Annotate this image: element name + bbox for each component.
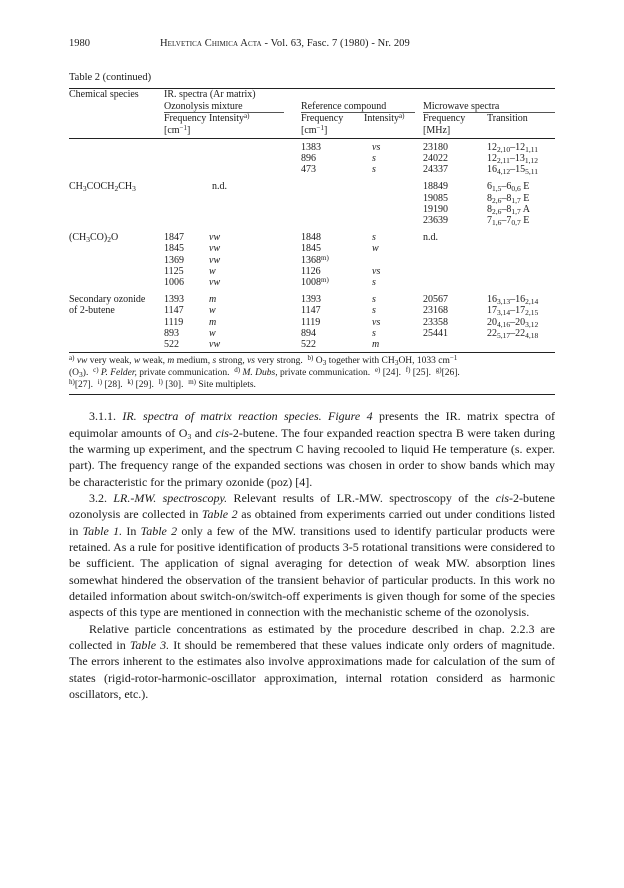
- cell-ref-intensity: [364, 255, 423, 266]
- paragraph-3-2: 3.2. LR.-MW. spectroscopy. Relevant results of LR.-MW. spectroscopy of the cis-2-butene ozonolysis are collected in Table 2 as obtained from experiments carried out under conditions listed in Table 1. In Table 2 only a few of the MW. transitions used to identify particular products were retained. As a rule for positive identification of products 3-5 rotational transitions were considered to be sufficient. The application of signal averaging for detection of weak MW. absorption lines somewhat hindered the observation of the transient behavior of particular products. In this work no detailed information about switch-on/switch-off experiments is given though for some of the species aspects of this type are mentioned in connection with the mechanistic scheme of the ozonolysis.: [69, 490, 556, 620]
- page-number: 1980: [69, 38, 90, 49]
- cell-mix-intensity: vw: [209, 232, 221, 244]
- table-caption: Table 2 (continued): [69, 72, 152, 83]
- paragraph-concentrations: Relative particle concentrations as estimated by the procedure described in chap. 2.2.3 are collected in Table 3. It should be remembered that these values indicate only orders of magnitude. The errors inherent to the estimates also involve approximations made for calculation of the sum of states (rigid-rotor-harmonic-oscillator approximation, internal rotation considerd as harmonic oscillators, etc.).: [69, 621, 556, 702]
- cell-mw-frequency: [423, 266, 487, 277]
- cell-mix-frequency: 1369: [164, 254, 184, 266]
- cell-mix-intensity: m: [209, 294, 217, 306]
- cell-ref-intensity: s: [372, 277, 376, 289]
- cell-mix-intensity: w: [209, 265, 216, 277]
- cell-species: [69, 266, 164, 277]
- cell-ref-intensity: vs: [372, 141, 381, 153]
- cell-ref-frequency: 1119: [301, 316, 321, 328]
- cell-transition: $17_{3,14}-17_{2,15}$: [487, 305, 539, 318]
- cell-mix-frequency: 1119: [164, 316, 184, 328]
- cell-species: [69, 277, 164, 288]
- footnote-line-2: $(O_3)$. $^{c)}$ P. Felder, private communication. $^{d)}$ M. Dubs, private communication. $^{e)}$ [24]. $^{f)}$ [25]. $^{g)}$[26].: [69, 366, 460, 380]
- cell-species: [69, 204, 164, 215]
- cell-transition: $8_{2,6}-8_{1,7}$ E: [487, 192, 530, 205]
- cell-mix-frequency: n.d.: [212, 181, 227, 193]
- cell-species: [69, 328, 164, 339]
- cell-mix-frequency: 1845: [164, 243, 184, 255]
- table-row: [69, 226, 555, 243]
- cell-mix-intensity: w: [209, 327, 216, 339]
- table-row: [69, 215, 555, 226]
- cell-species: of 2-butene: [69, 305, 115, 317]
- header-mix-frequency: Frequency: [164, 113, 207, 125]
- paragraph-3-1-1: 3.1.1. IR. spectra of matrix reaction species. Figure 4 presents the IR. matrix spectra of equimolar amounts of $O_3$ and cis-2-butene. The four expanded reaction spectra B were taken during the warming up experiment, and the spectrum C having recooled to liquid He temperature (s. exper. part). The frequency range of the expanded sections was chosen in order to show bands which may be characteristic for the primary ozonide (poz) [4].: [69, 409, 556, 489]
- cell-ref-frequency: 1845: [301, 243, 321, 255]
- table-row: [69, 164, 555, 175]
- cell-ref-frequency: 896: [301, 153, 316, 165]
- cell-transition: $8_{2,6}-8_{1,7}$ A: [487, 203, 530, 216]
- table-row: [69, 243, 555, 254]
- table-header-row-4: [69, 125, 555, 139]
- header-mix-intensity: Intensity$^{a)}$: [209, 112, 250, 125]
- cell-mix-frequency: [164, 164, 209, 175]
- header-reference-compound: Reference compound: [301, 100, 423, 113]
- cell-ref-intensity: s: [372, 153, 376, 165]
- table-row: [69, 175, 555, 192]
- cell-ref-intensity: vs: [372, 316, 381, 328]
- cell-ref-intensity: [364, 193, 423, 204]
- cell-ref-frequency: 1147: [301, 305, 321, 317]
- cell-mix-intensity: vw: [209, 277, 221, 289]
- cell-ref-frequency: 1383: [301, 141, 321, 153]
- cell-mix-intensity: [209, 204, 301, 215]
- cell-species: Secondary ozonide: [69, 294, 146, 306]
- cell-species: [69, 164, 164, 175]
- cell-species: [69, 138, 164, 153]
- cell-species: $(CH_3CO)_2O$: [69, 232, 119, 245]
- header-ir-spectra: IR. spectra (Ar matrix): [164, 89, 555, 101]
- header-chemical-species: Chemical species: [69, 89, 164, 101]
- table-row: [69, 277, 555, 288]
- cell-mix-frequency: 1006: [164, 277, 184, 289]
- cell-transition: $22_{5,17}-22_{4,18}$: [487, 327, 539, 340]
- cell-ref-intensity: s: [372, 294, 376, 306]
- header-microwave-spectra: Microwave spectra: [423, 100, 555, 113]
- cell-ref-frequency: 522: [301, 339, 364, 353]
- cell-ref-frequency: 894: [301, 327, 316, 339]
- cell-mw-frequency: 24337: [423, 164, 448, 176]
- cell-ref-intensity: [364, 204, 423, 215]
- cell-transition: [487, 266, 555, 277]
- cell-mw-frequency: 19190: [423, 203, 448, 215]
- cell-mix-intensity: [209, 164, 301, 175]
- cell-mix-frequency: [164, 215, 209, 226]
- cell-mw-frequency: 23639: [423, 215, 448, 227]
- table-row: [69, 328, 555, 339]
- cell-mix-intensity: [209, 153, 301, 164]
- cell-species: [69, 153, 164, 164]
- cell-mw-frequency: 19085: [423, 192, 448, 204]
- cell-mix-frequency: 1125: [164, 265, 184, 277]
- table-row: [69, 288, 555, 305]
- cell-species: [69, 193, 164, 204]
- cell-transition: [487, 226, 555, 243]
- cell-mw-frequency: [423, 277, 487, 288]
- table-row: [69, 266, 555, 277]
- cell-ref-frequency: 1008$^{m)}$: [301, 276, 329, 289]
- cell-transition: $12_{2,10}-12_{1,11}$: [487, 141, 538, 154]
- cell-transition: $16_{4,12}-15_{5,11}$: [487, 164, 538, 177]
- cell-ref-intensity: m: [364, 339, 423, 353]
- cell-mix-intensity: [209, 138, 301, 153]
- cell-species: $CH_3COCH_2CH_3$: [69, 181, 136, 194]
- cell-mw-frequency: 25441: [423, 327, 448, 339]
- table-row: [69, 193, 555, 204]
- cell-mix-intensity: m: [209, 316, 217, 328]
- table-body: [69, 138, 555, 352]
- footnote-line-1: $^{a)}$ vw very weak, w weak, m medium, s strong, vs very strong. $^{b)}$ $O_3$ together with $CH_3OH$, 1033 $cm^{-1}$: [69, 354, 458, 368]
- header-transition: Transition: [487, 113, 528, 125]
- cell-mw-frequency: [423, 339, 487, 353]
- cell-mix-frequency: 522: [164, 339, 209, 353]
- cell-ref-frequency: [301, 204, 364, 215]
- cell-mix-frequency: [164, 138, 209, 153]
- cell-ref-frequency: 1368$^{m)}$: [301, 253, 329, 266]
- table-2: [69, 88, 555, 353]
- journal-volume: - Vol. 63, Fasc. 7 (1980) - Nr. 209: [261, 38, 410, 49]
- cell-mw-frequency: [423, 255, 487, 266]
- cell-mix-frequency: 893: [164, 327, 179, 339]
- header-mix-unit: $[cm^{-1}]$: [164, 125, 209, 139]
- cell-transition: $7_{1,6}-7_{0,7}$ E: [487, 215, 530, 228]
- cell-mw-frequency: 23180: [423, 141, 448, 153]
- cell-ref-intensity: w: [372, 243, 379, 255]
- cell-mix-frequency: [164, 204, 209, 215]
- journal-title: [160, 38, 410, 49]
- table-row: [69, 339, 555, 353]
- footnote-rule: [69, 394, 555, 395]
- cell-species: [69, 243, 164, 254]
- cell-species: [69, 339, 164, 353]
- cell-ref-frequency: [301, 175, 364, 192]
- cell-transition: $12_{2,11}-13_{1,12}$: [487, 153, 538, 166]
- table-header-row-1: [69, 89, 555, 101]
- cell-mw-frequency: 23168: [423, 305, 448, 317]
- cell-mw-frequency: 20567: [423, 294, 448, 306]
- cell-mw-frequency: 18849: [423, 181, 448, 193]
- cell-ref-frequency: 1126: [301, 265, 321, 277]
- journal-page: [69, 38, 555, 702]
- header-ref-unit: $[cm^{-1}]$: [301, 125, 364, 139]
- cell-ref-intensity: s: [372, 164, 376, 176]
- header-ref-frequency: Frequency: [301, 113, 344, 125]
- body-text: [69, 408, 555, 702]
- cell-species: [69, 255, 164, 266]
- cell-mw-frequency: 24022: [423, 153, 448, 165]
- cell-mix-frequency: 1147: [164, 305, 184, 317]
- cell-transition: $16_{3,13}-16_{2,14}$: [487, 294, 539, 307]
- cell-mix-intensity: [209, 215, 301, 226]
- cell-ref-intensity: [364, 215, 423, 226]
- running-header: [69, 38, 555, 54]
- cell-mw-frequency: 23358: [423, 316, 448, 328]
- cell-transition: [487, 255, 555, 266]
- table-row: [69, 255, 555, 266]
- cell-mw-frequency: n.d.: [423, 232, 438, 244]
- cell-mix-intensity: vw: [209, 243, 221, 255]
- cell-ref-frequency: 1848: [301, 232, 321, 244]
- cell-transition: [487, 243, 555, 254]
- cell-transition: [487, 277, 555, 288]
- table-row: [69, 153, 555, 164]
- cell-mix-frequency: 1847: [164, 232, 184, 244]
- cell-ref-frequency: [301, 193, 364, 204]
- cell-mix-intensity: vw: [209, 254, 221, 266]
- table-row: [69, 138, 555, 153]
- cell-species: [69, 317, 164, 328]
- cell-species: [69, 215, 164, 226]
- table-row: [69, 204, 555, 215]
- cell-ref-frequency: [301, 215, 364, 226]
- header-ref-intensity: Intensity$^{a)}$: [364, 112, 405, 125]
- cell-transition: $20_{4,16}-20_{3,12}$: [487, 316, 539, 329]
- cell-ref-intensity: s: [372, 305, 376, 317]
- header-ozonolysis-mixture: Ozonolysis mixture: [164, 100, 301, 113]
- cell-ref-intensity: vs: [372, 265, 381, 277]
- cell-ref-intensity: [364, 175, 423, 192]
- table-row: [69, 317, 555, 328]
- cell-ref-frequency: 473: [301, 164, 316, 176]
- table-header-row-3: [69, 113, 555, 124]
- journal-name: Helvetica Chimica Acta: [160, 38, 262, 49]
- table-header-row-2: [69, 100, 555, 113]
- cell-ref-intensity: s: [372, 232, 376, 244]
- cell-transition: [487, 339, 555, 353]
- header-mw-unit: [MHz]: [423, 125, 487, 139]
- cell-mix-intensity: [209, 193, 301, 204]
- cell-transition: $6_{1,5}-6_{0,6}$ E: [487, 181, 530, 194]
- cell-mix-frequency: 1393: [164, 294, 184, 306]
- cell-mix-frequency: [164, 193, 209, 204]
- footnote-line-3: $^{h)}$[27]. $^{i)}$ [28]. $^{k)}$ [29]. $^{l)}$ [30]. $^{m)}$ Site multiplets.: [69, 378, 256, 391]
- cell-ref-intensity: s: [372, 327, 376, 339]
- cell-mw-frequency: [423, 243, 487, 254]
- header-mw-frequency: Frequency: [423, 113, 466, 125]
- table-footnotes: [69, 355, 555, 395]
- cell-mix-intensity: w: [209, 305, 216, 317]
- cell-mix-frequency: [164, 153, 209, 164]
- cell-ref-frequency: 1393: [301, 294, 321, 306]
- cell-mix-intensity: vw: [209, 339, 301, 353]
- table-row: [69, 305, 555, 316]
